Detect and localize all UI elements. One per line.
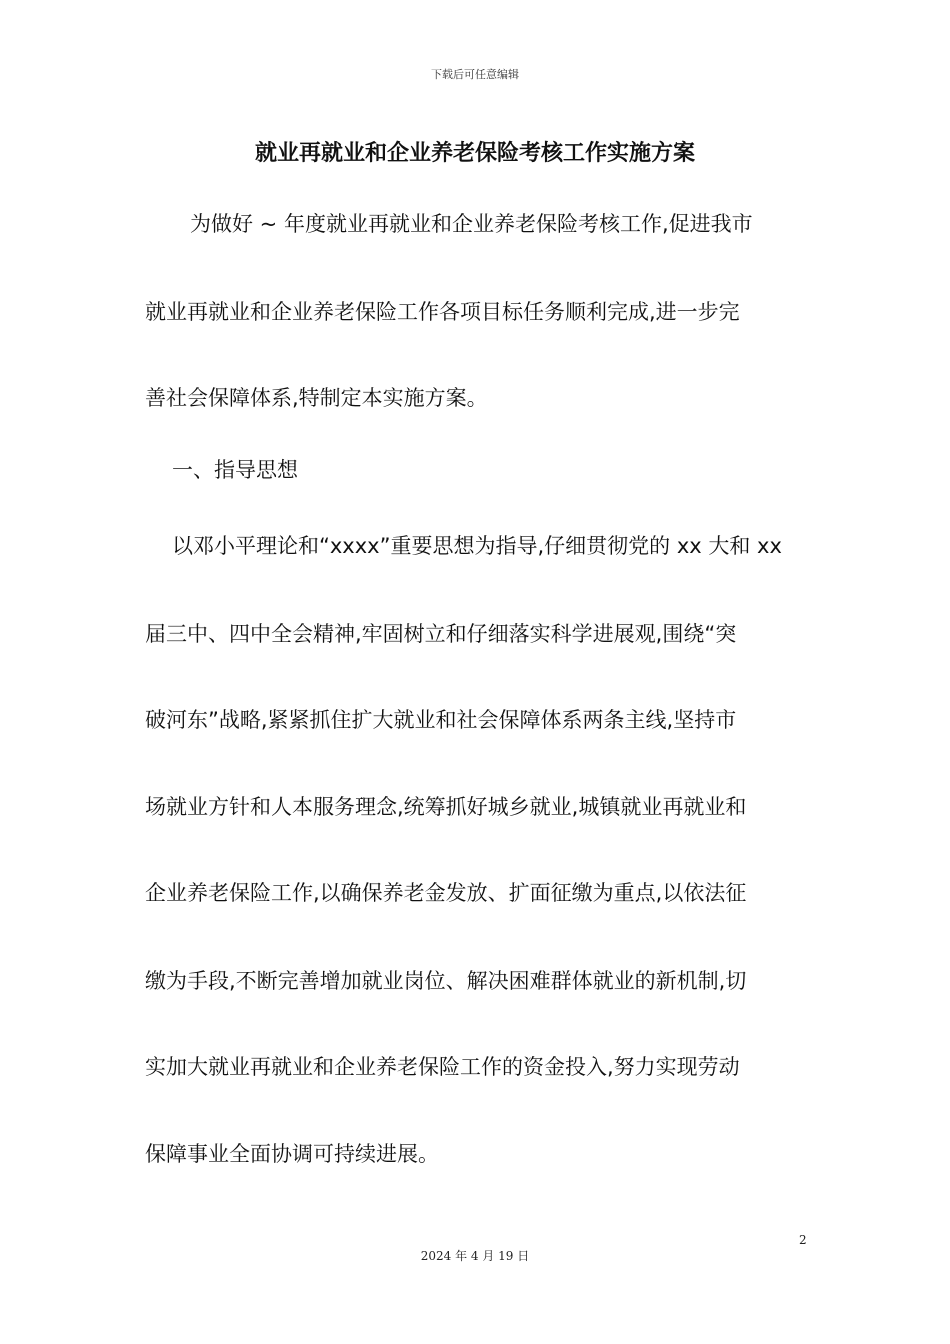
- paragraph-line: 以邓小平理论和“xxxx”重要思想为指导,仔细贯彻党的 xx 大和 xx: [172, 534, 782, 558]
- document-title: 就业再就业和企业养老保险考核工作实施方案: [254, 141, 695, 166]
- paragraph-line: 善社会保障体系,特制定本实施方案。: [145, 386, 488, 410]
- paragraph-line: 为做好 ~ 年度就业再就业和企业养老保险考核工作,促进我市: [190, 212, 753, 236]
- footer-date: 2024 年 4 月 19 日: [420, 1249, 530, 1263]
- paragraph-line: 破河东”战略,紧紧抓住扩大就业和社会保障体系两条主线,坚持市: [145, 708, 737, 732]
- header-note: 下载后可任意编辑: [431, 68, 519, 81]
- paragraph-line: 就业再就业和企业养老保险工作各项目标任务顺利完成,进一步完: [145, 300, 740, 324]
- page-number: 2: [799, 1233, 807, 1247]
- section-heading: 一、指导思想: [172, 458, 298, 482]
- paragraph-line: 缴为手段,不断完善增加就业岗位、解决困难群体就业的新机制,切: [145, 969, 747, 993]
- paragraph-line: 实加大就业再就业和企业养老保险工作的资金投入,努力实现劳动: [145, 1055, 740, 1079]
- paragraph-line: 场就业方针和人本服务理念,统筹抓好城乡就业,城镇就业再就业和: [145, 795, 747, 819]
- paragraph-line: 企业养老保险工作,以确保养老金发放、扩面征缴为重点,以依法征: [145, 881, 747, 905]
- paragraph-line: 保障事业全面协调可持续进展。: [145, 1142, 439, 1166]
- paragraph-line: 届三中、四中全会精神,牢固树立和仔细落实科学进展观,围绕“突: [145, 622, 737, 646]
